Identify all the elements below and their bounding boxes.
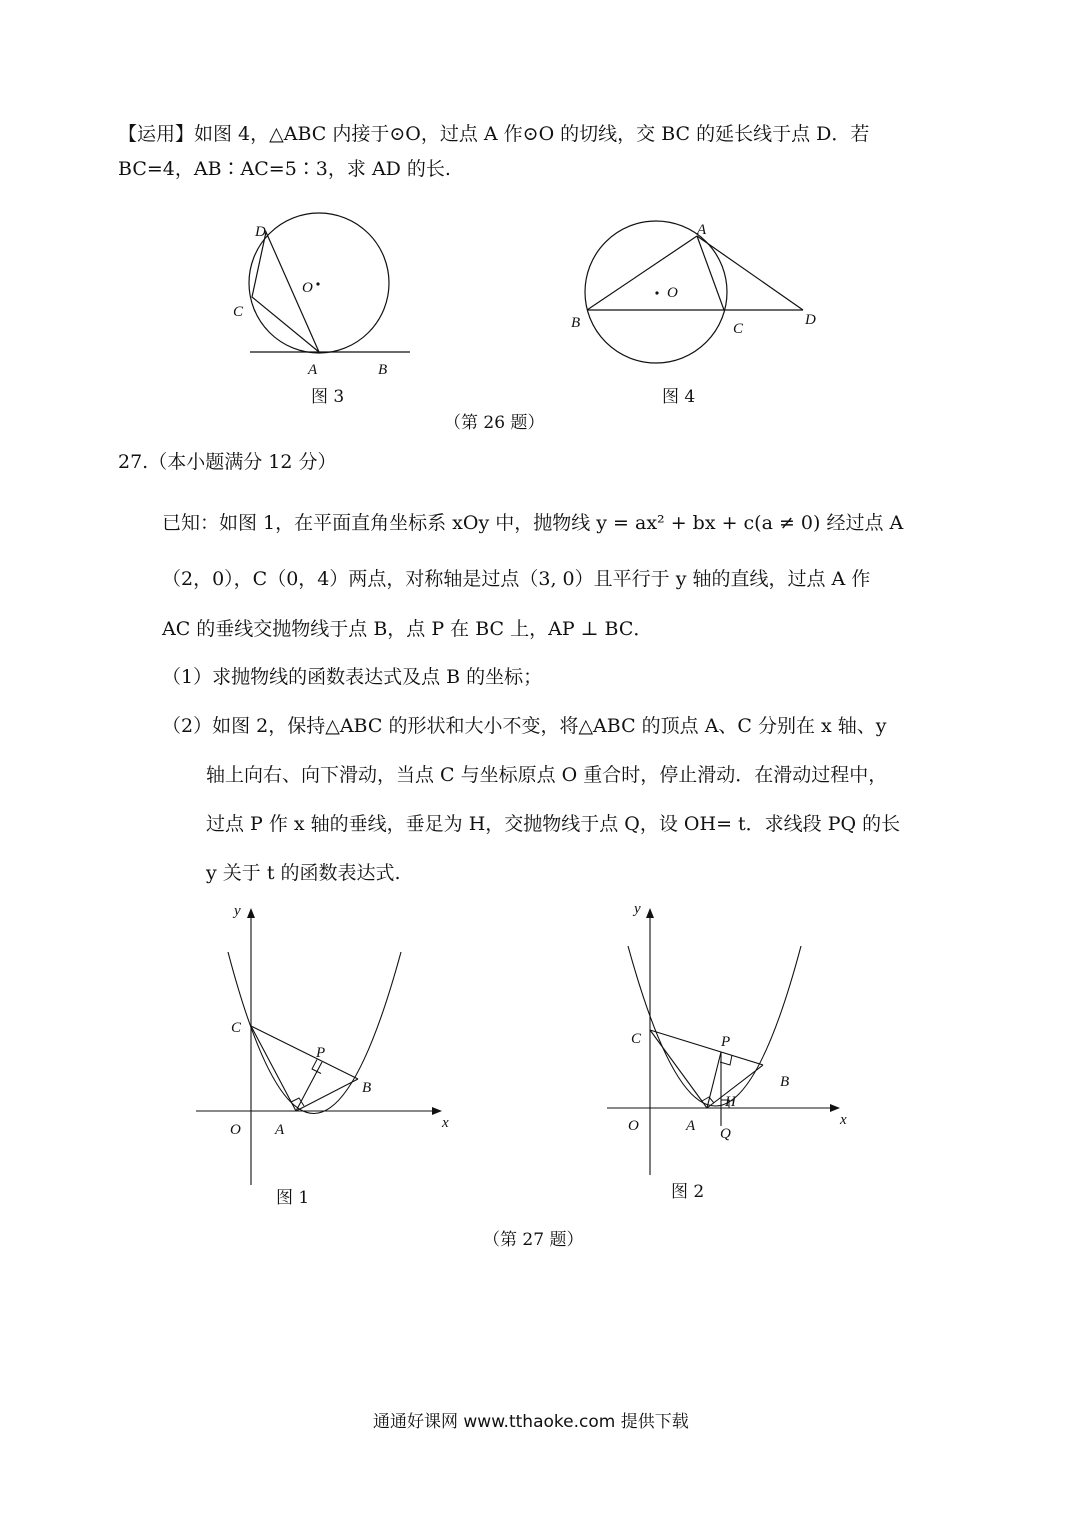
fig1-label-y: y	[234, 903, 241, 919]
fig3-label-A: A	[308, 362, 318, 378]
fig2-label-C: C	[631, 1031, 642, 1047]
q27-line3: AC 的垂线交抛物线于点 B，点 P 在 BC 上，AP ⊥ BC．	[162, 618, 653, 640]
q27-part1: （1）求抛物线的函数表达式及点 B 的坐标；	[162, 666, 543, 688]
fig2-x-arrow	[830, 1104, 840, 1112]
fig4-caption: 图 4	[662, 387, 696, 407]
q27-header: 27.（本小题满分 12 分）	[118, 451, 337, 473]
q27-part2-line3: 过点 P 作 x 轴的垂线，垂足为 H，交抛物线于点 Q，设 OH= t．求线段 PQ 的长	[206, 813, 901, 835]
q26-apply-line1: 【运用】如图 4，△ABC 内接于⊙O，过点 A 作⊙O 的切线，交 BC 的延长线于点 D．若	[118, 123, 870, 145]
fig4-label-D: D	[805, 312, 816, 328]
fig2-line-CB	[650, 1030, 763, 1065]
q27-line1: 已知：如图 1，在平面直角坐标系 xOy 中，抛物线 y = ax² + bx + c(a ≠ 0) 经过点 A	[162, 512, 904, 534]
fig1-label-P: P	[316, 1045, 326, 1061]
fig3-caption: 图 3	[311, 387, 345, 407]
fig4-label-B: B	[571, 315, 581, 331]
q26-caption: （第 26 题）	[444, 413, 545, 433]
fig2-right-angle-P	[720, 1055, 732, 1065]
q27-part2-line2: 轴上向右、向下滑动，当点 C 与坐标原点 O 重合时，停止滑动．在滑动过程中，	[206, 764, 888, 786]
fig2-label-B: B	[780, 1074, 790, 1090]
fig2-label-H: H	[725, 1094, 736, 1110]
fig1-caption: 图 1	[276, 1188, 310, 1208]
fig2-line-CA	[650, 1030, 707, 1108]
fig1-label-A: A	[275, 1122, 285, 1138]
fig3-label-B: B	[378, 362, 388, 378]
q26-apply-line2: BC=4，AB∶AC=5∶3，求 AD 的长.	[118, 158, 451, 180]
q27-part2-line4: y 关于 t 的函数表达式.	[206, 862, 401, 884]
fig2-label-y: y	[634, 901, 641, 917]
fig2-parabola	[628, 946, 801, 1106]
fig1-label-O: O	[230, 1122, 241, 1138]
fig2-caption: 图 2	[671, 1182, 705, 1202]
fig3-label-C: C	[233, 304, 244, 320]
fig4-label-A: A	[697, 222, 707, 238]
q27-line2: （2，0），C（0，4）两点，对称轴是过点（3, 0）且平行于 y 轴的直线，过点 A 作	[162, 568, 871, 590]
q27-part2-line1: （2）如图 2，保持△ABC 的形状和大小不变，将△ABC 的顶点 A、C 分别在 x 轴、y	[162, 715, 887, 737]
fig1-label-B: B	[362, 1080, 372, 1096]
fig2-label-O: O	[628, 1118, 639, 1134]
fig1-label-C: C	[231, 1020, 242, 1036]
fig4-label-C: C	[733, 321, 744, 337]
fig2-label-P: P	[721, 1034, 731, 1050]
fig4-label-O: O	[667, 285, 678, 301]
fig2-line-AP	[707, 1052, 721, 1108]
fig2-label-Q: Q	[720, 1126, 731, 1142]
fig2-y-arrow	[646, 908, 654, 918]
footer-text: 通通好课网 www.tthaoke.com 提供下载	[373, 1412, 689, 1432]
fig2-label-A: A	[686, 1118, 696, 1134]
fig1-label-x: x	[442, 1115, 449, 1131]
fig3-label-O: O	[302, 280, 313, 296]
fig2-label-x: x	[840, 1112, 847, 1128]
fig3-label-D: D	[255, 224, 266, 240]
q27-caption: （第 27 题）	[483, 1230, 584, 1250]
